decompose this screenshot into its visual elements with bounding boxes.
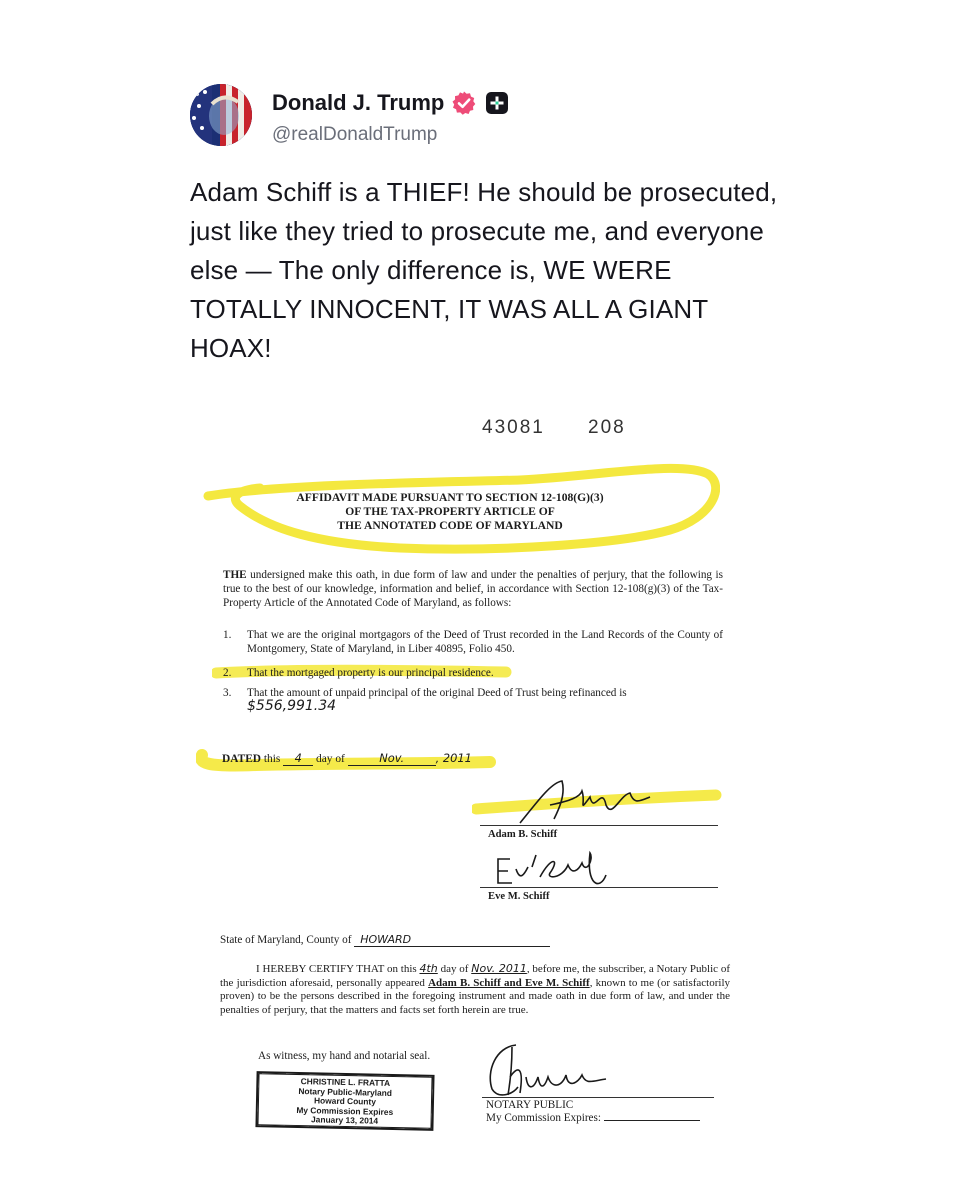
notary-signature-line (482, 1097, 714, 1098)
county-value: HOWARD (354, 933, 550, 947)
stamp-line-1: CHRISTINE L. FRATTA (300, 1076, 391, 1088)
item-number: 1. (223, 629, 232, 641)
item-text: That the amount of unpaid principal of the original Deed of Trust being refinanced is (247, 687, 627, 699)
title-line-2: OF THE TAX-PROPERTY ARTICLE OF (345, 505, 555, 518)
notary-public-label: NOTARY PUBLIC (486, 1099, 574, 1111)
affidavit-item-1 (223, 629, 723, 656)
intro-lead: THE (223, 569, 247, 581)
name-row (272, 90, 510, 116)
dated-this: this (261, 753, 284, 765)
commission-blank (604, 1120, 700, 1121)
cert-part-4: , known to me (or satisfactorily proven) to be the persons described in the foregoing instrument and made oath in due form of law, and under the penalties of perjury, that the matters and facts set forth herein are true. (220, 976, 730, 1016)
signer-1-name: Adam B. Schiff (488, 829, 558, 840)
stamp-line-5: January 13, 2014 (310, 1114, 379, 1127)
intro-rest: undersigned make this oath, in due form of law and under the penalties of perjury, that the following is true to the best of our knowledge, information and belief, in accordance with Section 12-108(g)(3) of the Tax-Property Article of the Annotated Code of Maryland, as follows: (223, 569, 723, 609)
handle[interactable]: @realDonaldTrump (272, 124, 438, 145)
signer-2-name: Eve M. Schiff (488, 891, 550, 902)
county-line (220, 933, 550, 947)
cert-day: 4th (419, 962, 438, 975)
notary-stamp (255, 1071, 434, 1131)
cert-part-1: I HEREBY CERTIFY THAT on this (256, 963, 420, 975)
cert-part-3: , before me, the subscriber, a Notary Public of the jurisdiction aforesaid, personally appeared (220, 963, 730, 989)
plus-badge-icon (484, 90, 510, 116)
display-name[interactable]: Donald J. Trump (272, 90, 445, 115)
dated-line (222, 751, 472, 766)
affidavit-title (270, 491, 630, 533)
commission-label-text: My Commission Expires: (486, 1112, 601, 1124)
document-page-number: 208 (588, 417, 626, 438)
item-text: That we are the original mortgagors of the Deed of Trust recorded in the Land Records of the County of Montgomery, State of Maryland, in Liber 40895, Folio 450. (247, 629, 723, 655)
item-number: 3. (223, 687, 232, 699)
dated-day: 4 (283, 751, 313, 766)
stamp-line-2: Notary Public-Maryland (298, 1085, 393, 1098)
post-header (190, 84, 790, 148)
cert-names: Adam B. Schiff and Eve M. Schiff (428, 976, 590, 989)
post-text: Adam Schiff is a THIEF! He should be prosecuted, just like they tried to prosecute me, and everyone else — The only difference is, WE WERE TOTALLY INNOCENT, IT WAS ALL A GIANT HOAX! (190, 177, 778, 363)
adam-schiff-signature (510, 775, 660, 830)
affidavit-document-image (190, 405, 770, 1145)
document-number: 43081 (482, 417, 545, 438)
title-line-1: AFFIDAVIT MADE PURSUANT TO SECTION 12-108(G)(3) (296, 491, 604, 504)
dated-year: , 2011 (435, 751, 472, 765)
cert-part-2: day of (437, 963, 472, 975)
stamp-line-4: My Commission Expires (296, 1104, 394, 1117)
dated-label: DATED (222, 753, 262, 765)
principal-amount: $556,991.34 (247, 698, 337, 714)
title-line-3: THE ANNOTATED CODE OF MARYLAND (337, 519, 563, 532)
commission-expires-label (486, 1112, 700, 1125)
dated-day-of: day of (313, 753, 348, 765)
notary-signature (482, 1037, 612, 1103)
signature-line-1 (480, 825, 718, 826)
notary-certification (220, 962, 730, 1017)
item-text: That the mortgaged property is our principal residence. (247, 667, 494, 679)
cert-month: Nov. 2011 (471, 962, 527, 975)
dated-month: Nov. (348, 751, 436, 766)
avatar[interactable] (190, 84, 252, 146)
affidavit-intro (223, 568, 723, 610)
witness-text: As witness, my hand and notarial seal. (258, 1050, 431, 1062)
verified-badge-icon (451, 90, 477, 116)
signature-line-2 (480, 887, 718, 888)
affidavit-item-2 (223, 667, 723, 681)
stamp-line-3: Howard County (313, 1095, 377, 1107)
notary-label-block (486, 1099, 700, 1125)
county-label: State of Maryland, County of (220, 934, 352, 946)
item-number: 2. (223, 667, 232, 679)
